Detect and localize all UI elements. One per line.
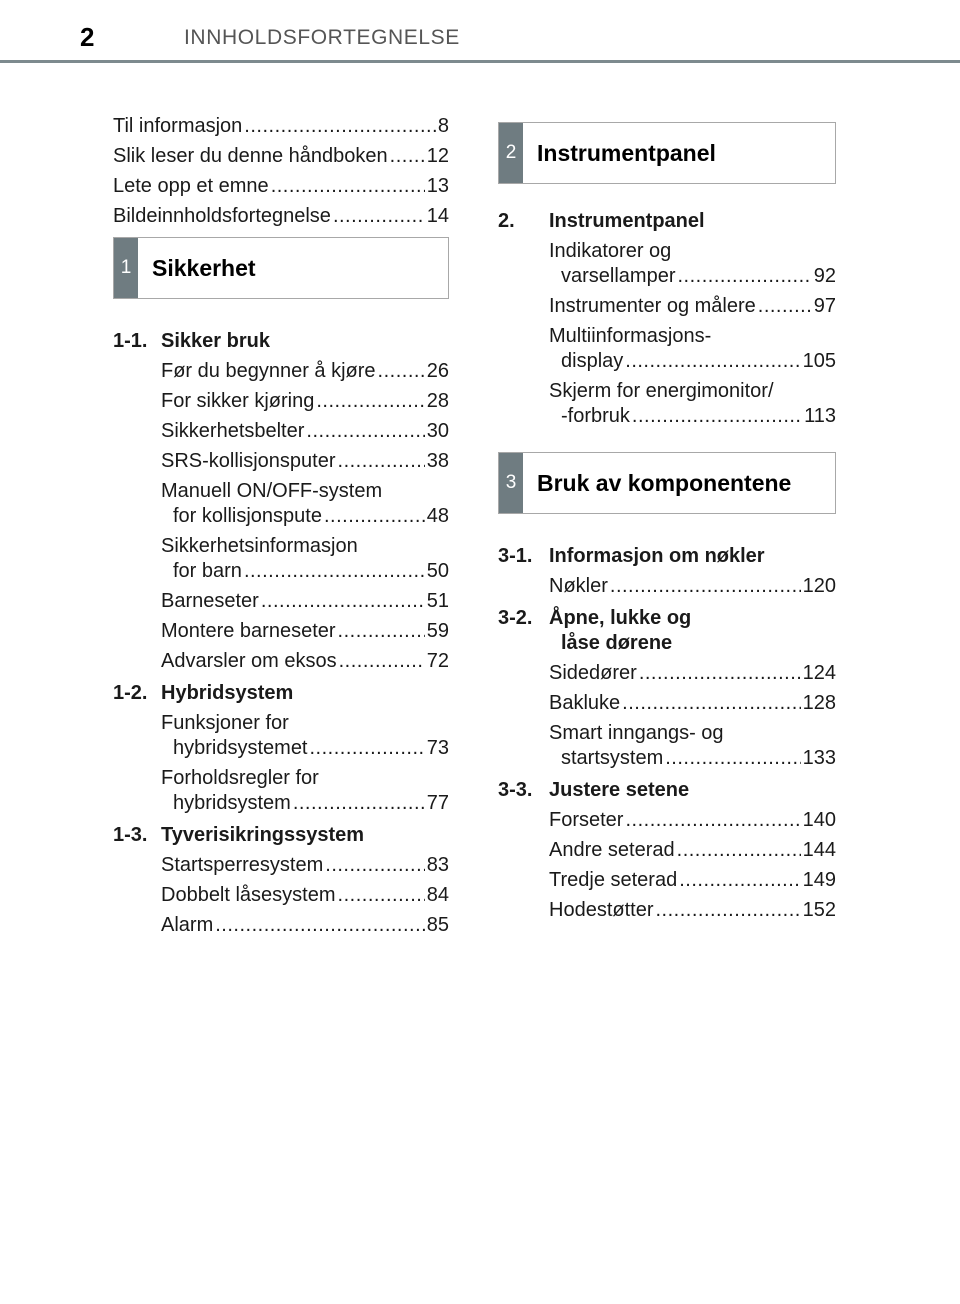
toc-leader-dots <box>325 853 424 878</box>
toc-entry-title-line1: Skjerm for energimonitor/ <box>549 380 774 402</box>
subsection-title <box>161 823 449 848</box>
toc-entry-line <box>549 868 836 893</box>
toc-entry-title: Advarsler om eksos <box>161 650 337 672</box>
toc-entry-title: SRS-kollisjonsputer <box>161 450 336 472</box>
subsection-heading <box>498 606 836 656</box>
toc-entry-line <box>113 114 449 139</box>
toc-page-number: 28 <box>426 390 449 412</box>
toc-entry-title-line1: Funksjoner for <box>161 712 289 734</box>
toc-entry-line <box>161 791 449 816</box>
toc-page-number: 133 <box>802 747 836 769</box>
subsection-title <box>549 544 836 569</box>
section-number-tab: 1 <box>114 238 138 298</box>
subsection-heading <box>113 329 449 354</box>
toc-entry-title: Slik leser du denne håndboken <box>113 145 388 167</box>
subsection-title-line1: Sikker bruk <box>161 330 270 352</box>
subsection-title-line1: Informasjon om nøkler <box>549 545 765 567</box>
toc-leader-dots <box>324 504 425 529</box>
subsection-number: 3-1. <box>498 545 533 567</box>
toc-page-number: 13 <box>426 175 449 197</box>
toc-leader-dots <box>316 389 424 414</box>
toc-entry-line <box>161 883 449 908</box>
toc-page-number: 120 <box>802 575 836 597</box>
toc-entry-line <box>161 853 449 878</box>
toc-entry-title-line1: Sikkerhetsinformasjon <box>161 535 358 557</box>
toc-entry[interactable] <box>549 379 836 429</box>
toc-leader-dots <box>622 691 800 716</box>
section-number-tab: 2 <box>499 123 523 183</box>
subsection-title <box>549 778 836 803</box>
toc-page-number: 72 <box>426 650 449 672</box>
toc-entry[interactable] <box>549 721 836 771</box>
toc-page-number: 14 <box>426 205 449 227</box>
toc-leader-dots <box>610 574 801 599</box>
toc-entry-title: Lete opp et emne <box>113 175 269 197</box>
subsection-number: 1-2. <box>113 682 148 704</box>
toc-entry[interactable] <box>161 389 449 414</box>
subsection-title-line1: Justere setene <box>549 779 690 801</box>
header-divider <box>0 60 960 63</box>
toc-page-number: 59 <box>426 620 449 642</box>
toc-page-number: 152 <box>802 899 836 921</box>
toc-entry[interactable] <box>549 324 836 374</box>
toc-leader-dots <box>632 404 802 429</box>
subsection-number: 2. <box>498 210 515 232</box>
toc-entry-line <box>549 661 836 686</box>
toc-left-column <box>113 114 449 945</box>
toc-entry[interactable] <box>161 619 449 644</box>
toc-entry-title: for barn <box>173 560 242 582</box>
toc-entry-line <box>113 174 449 199</box>
toc-entry-title: Forseter <box>549 809 624 831</box>
section-number-tab: 3 <box>499 453 523 513</box>
toc-page-number: 128 <box>802 692 836 714</box>
subsection-title <box>161 329 449 354</box>
toc-leader-dots <box>244 114 436 139</box>
page-header <box>0 0 960 66</box>
toc-page-number: 8 <box>437 115 449 137</box>
toc-entry-line <box>549 898 836 923</box>
toc-entry-title-line1: Multiinformasjons- <box>549 325 712 347</box>
toc-leader-dots <box>293 791 425 816</box>
toc-entry[interactable] <box>161 913 449 938</box>
toc-leader-dots <box>215 913 425 938</box>
toc-entry[interactable] <box>161 449 449 474</box>
toc-entry-line <box>161 649 449 674</box>
toc-entry[interactable] <box>161 649 449 674</box>
toc-page-number: 12 <box>426 145 449 167</box>
toc-entry-title-line1: Manuell ON/OFF-system <box>161 480 383 502</box>
header-title: INNHOLDSFORTEGNELSE <box>184 26 460 49</box>
toc-entry[interactable] <box>113 174 449 199</box>
toc-page-number: 51 <box>426 590 449 612</box>
toc-entry-title: Tredje seterad <box>549 869 678 891</box>
subsection-title-line1: Instrumentpanel <box>549 210 705 232</box>
toc-entry[interactable] <box>161 419 449 444</box>
toc-entry-line <box>161 913 449 938</box>
toc-entry-title: Alarm <box>161 914 214 936</box>
subsection-number: 1-3. <box>113 824 148 846</box>
toc-page-number: 92 <box>813 265 836 287</box>
subsection-heading <box>113 681 449 706</box>
toc-entry[interactable] <box>549 808 836 833</box>
toc-entry-title: For sikker kjøring <box>161 390 315 412</box>
toc-leader-dots <box>338 619 425 644</box>
toc-entry[interactable] <box>113 204 449 229</box>
toc-entry-title: display <box>561 350 624 372</box>
subsection-heading <box>113 823 449 848</box>
toc-entry-title: hybridsystem <box>173 792 291 814</box>
toc-entry-title-line1: Indikatorer og <box>549 240 672 262</box>
toc-entry-title: -forbruk <box>561 405 630 427</box>
section-title: Bruk av komponentene <box>537 470 792 496</box>
toc-leader-dots <box>333 204 425 229</box>
toc-entry[interactable] <box>161 359 449 384</box>
subsection-heading <box>498 209 836 234</box>
toc-entry-line <box>161 504 449 529</box>
subsection-title-line1: Tyverisikringssystem <box>161 824 365 846</box>
toc-entry[interactable] <box>161 883 449 908</box>
toc-entry-title: Dobbelt låsesystem <box>161 884 336 906</box>
toc-entry-title: Andre seterad <box>549 839 675 861</box>
toc-entry-title: Hodestøtter <box>549 899 654 921</box>
toc-entry-title-line1: Forholdsregler for <box>161 767 319 789</box>
toc-entry-title: Bakluke <box>549 692 621 714</box>
toc-entry[interactable] <box>549 898 836 923</box>
toc-page-number: 140 <box>802 809 836 831</box>
toc-leader-dots <box>679 868 800 893</box>
toc-leader-dots <box>625 808 800 833</box>
toc-entry[interactable] <box>113 114 449 139</box>
toc-entry[interactable] <box>161 853 449 878</box>
toc-entry-line <box>161 559 449 584</box>
section-header-box <box>113 237 449 299</box>
toc-entry[interactable] <box>161 711 449 761</box>
toc-entry-title: startsystem <box>561 747 664 769</box>
toc-page-number: 97 <box>813 295 836 317</box>
toc-entry-line <box>161 619 449 644</box>
toc-leader-dots <box>665 746 800 771</box>
toc-entry-title: Startsperresystem <box>161 854 324 876</box>
toc-entry[interactable] <box>549 868 836 893</box>
toc-entry-line <box>549 264 836 289</box>
toc-entry-line <box>549 691 836 716</box>
toc-page-number: 84 <box>426 884 449 906</box>
toc-entry-title: Sikkerhetsbelter <box>161 420 305 442</box>
toc-page-number: 38 <box>426 450 449 472</box>
toc-entry-title: Barneseter <box>161 590 259 612</box>
toc-entry[interactable] <box>549 574 836 599</box>
toc-page-number: 113 <box>804 405 836 427</box>
subsection-heading <box>498 778 836 803</box>
toc-page-number: 124 <box>802 662 836 684</box>
toc-entry-line <box>549 746 836 771</box>
toc-page-number: 149 <box>802 869 836 891</box>
toc-entry-line <box>549 294 836 319</box>
toc-leader-dots <box>271 174 425 199</box>
toc-entry-line <box>161 449 449 474</box>
subsection-heading <box>498 544 836 569</box>
toc-leader-dots <box>625 349 800 374</box>
toc-entry[interactable] <box>161 589 449 614</box>
toc-entry-title-line1: Smart inngangs- og <box>549 722 724 744</box>
toc-entry-line <box>161 589 449 614</box>
toc-entry-line <box>161 736 449 761</box>
toc-entry[interactable] <box>161 479 449 529</box>
toc-page-number: 85 <box>426 914 449 936</box>
subsection-title <box>549 606 836 656</box>
subsection-title-line1: Hybridsystem <box>161 682 294 704</box>
toc-leader-dots <box>338 449 425 474</box>
toc-entry-title: for kollisjonspute <box>173 505 322 527</box>
subsection-title <box>161 681 449 706</box>
toc-page-number: 83 <box>426 854 449 876</box>
toc-entry-line <box>161 389 449 414</box>
subsection-title-line2: låse dørene <box>561 632 673 654</box>
toc-entry-line <box>549 808 836 833</box>
subsection-number: 3-2. <box>498 607 533 629</box>
toc-entry-title: varsellamper <box>561 265 676 287</box>
toc-entry-line <box>549 349 836 374</box>
toc-leader-dots <box>639 661 801 686</box>
toc-entry-title: Nøkler <box>549 575 608 597</box>
toc-leader-dots <box>758 294 812 319</box>
toc-leader-dots <box>306 419 424 444</box>
subsection-title <box>549 209 836 234</box>
toc-entry[interactable] <box>549 294 836 319</box>
subsection-title-line1: Åpne, lukke og <box>549 607 692 629</box>
toc-leader-dots <box>338 883 425 908</box>
toc-right-column <box>498 122 836 930</box>
toc-entry-line <box>549 404 836 429</box>
toc-entry[interactable] <box>549 661 836 686</box>
toc-leader-dots <box>677 838 801 863</box>
section-title: Sikkerhet <box>152 255 256 281</box>
toc-leader-dots <box>655 898 800 923</box>
page-number: 2 <box>80 22 95 52</box>
toc-page-number: 105 <box>802 350 836 372</box>
toc-entry-line <box>549 574 836 599</box>
toc-leader-dots <box>339 649 425 674</box>
toc-page-number: 77 <box>426 792 449 814</box>
toc-entry[interactable] <box>161 766 449 816</box>
subsection-number: 3-3. <box>498 779 533 801</box>
section-header-box <box>498 452 836 514</box>
section-title: Instrumentpanel <box>537 140 716 166</box>
toc-entry-title: hybridsystemet <box>173 737 308 759</box>
toc-entry[interactable] <box>161 534 449 584</box>
toc-leader-dots <box>378 359 425 384</box>
toc-entry-line <box>161 359 449 384</box>
toc-leader-dots <box>677 264 811 289</box>
toc-leader-dots <box>261 589 425 614</box>
toc-leader-dots <box>310 736 425 761</box>
toc-page-number: 73 <box>426 737 449 759</box>
toc-entry-title: Bildeinnholdsfortegnelse <box>113 205 331 227</box>
toc-entry-title: Sidedører <box>549 662 637 684</box>
toc-page-number: 50 <box>426 560 449 582</box>
toc-entry-title: Montere barneseter <box>161 620 336 642</box>
section-header-box <box>498 122 836 184</box>
toc-entry-line <box>113 144 449 169</box>
toc-entry-title: Til informasjon <box>113 115 243 137</box>
subsection-number: 1-1. <box>113 330 148 352</box>
toc-entry-line <box>161 419 449 444</box>
toc-entry-line <box>113 204 449 229</box>
toc-page-number: 26 <box>426 360 449 382</box>
toc-entry-title: Før du begynner å kjøre <box>161 360 376 382</box>
toc-page-number: 30 <box>426 420 449 442</box>
toc-leader-dots <box>244 559 425 584</box>
toc-entry-title: Instrumenter og målere <box>549 295 756 317</box>
toc-entry[interactable] <box>549 838 836 863</box>
toc-entry-line <box>549 838 836 863</box>
toc-page-number: 48 <box>426 505 449 527</box>
toc-entry[interactable] <box>113 144 449 169</box>
toc-entry[interactable] <box>549 239 836 289</box>
toc-leader-dots <box>390 144 425 169</box>
toc-page-number: 144 <box>802 839 836 861</box>
toc-entry[interactable] <box>549 691 836 716</box>
